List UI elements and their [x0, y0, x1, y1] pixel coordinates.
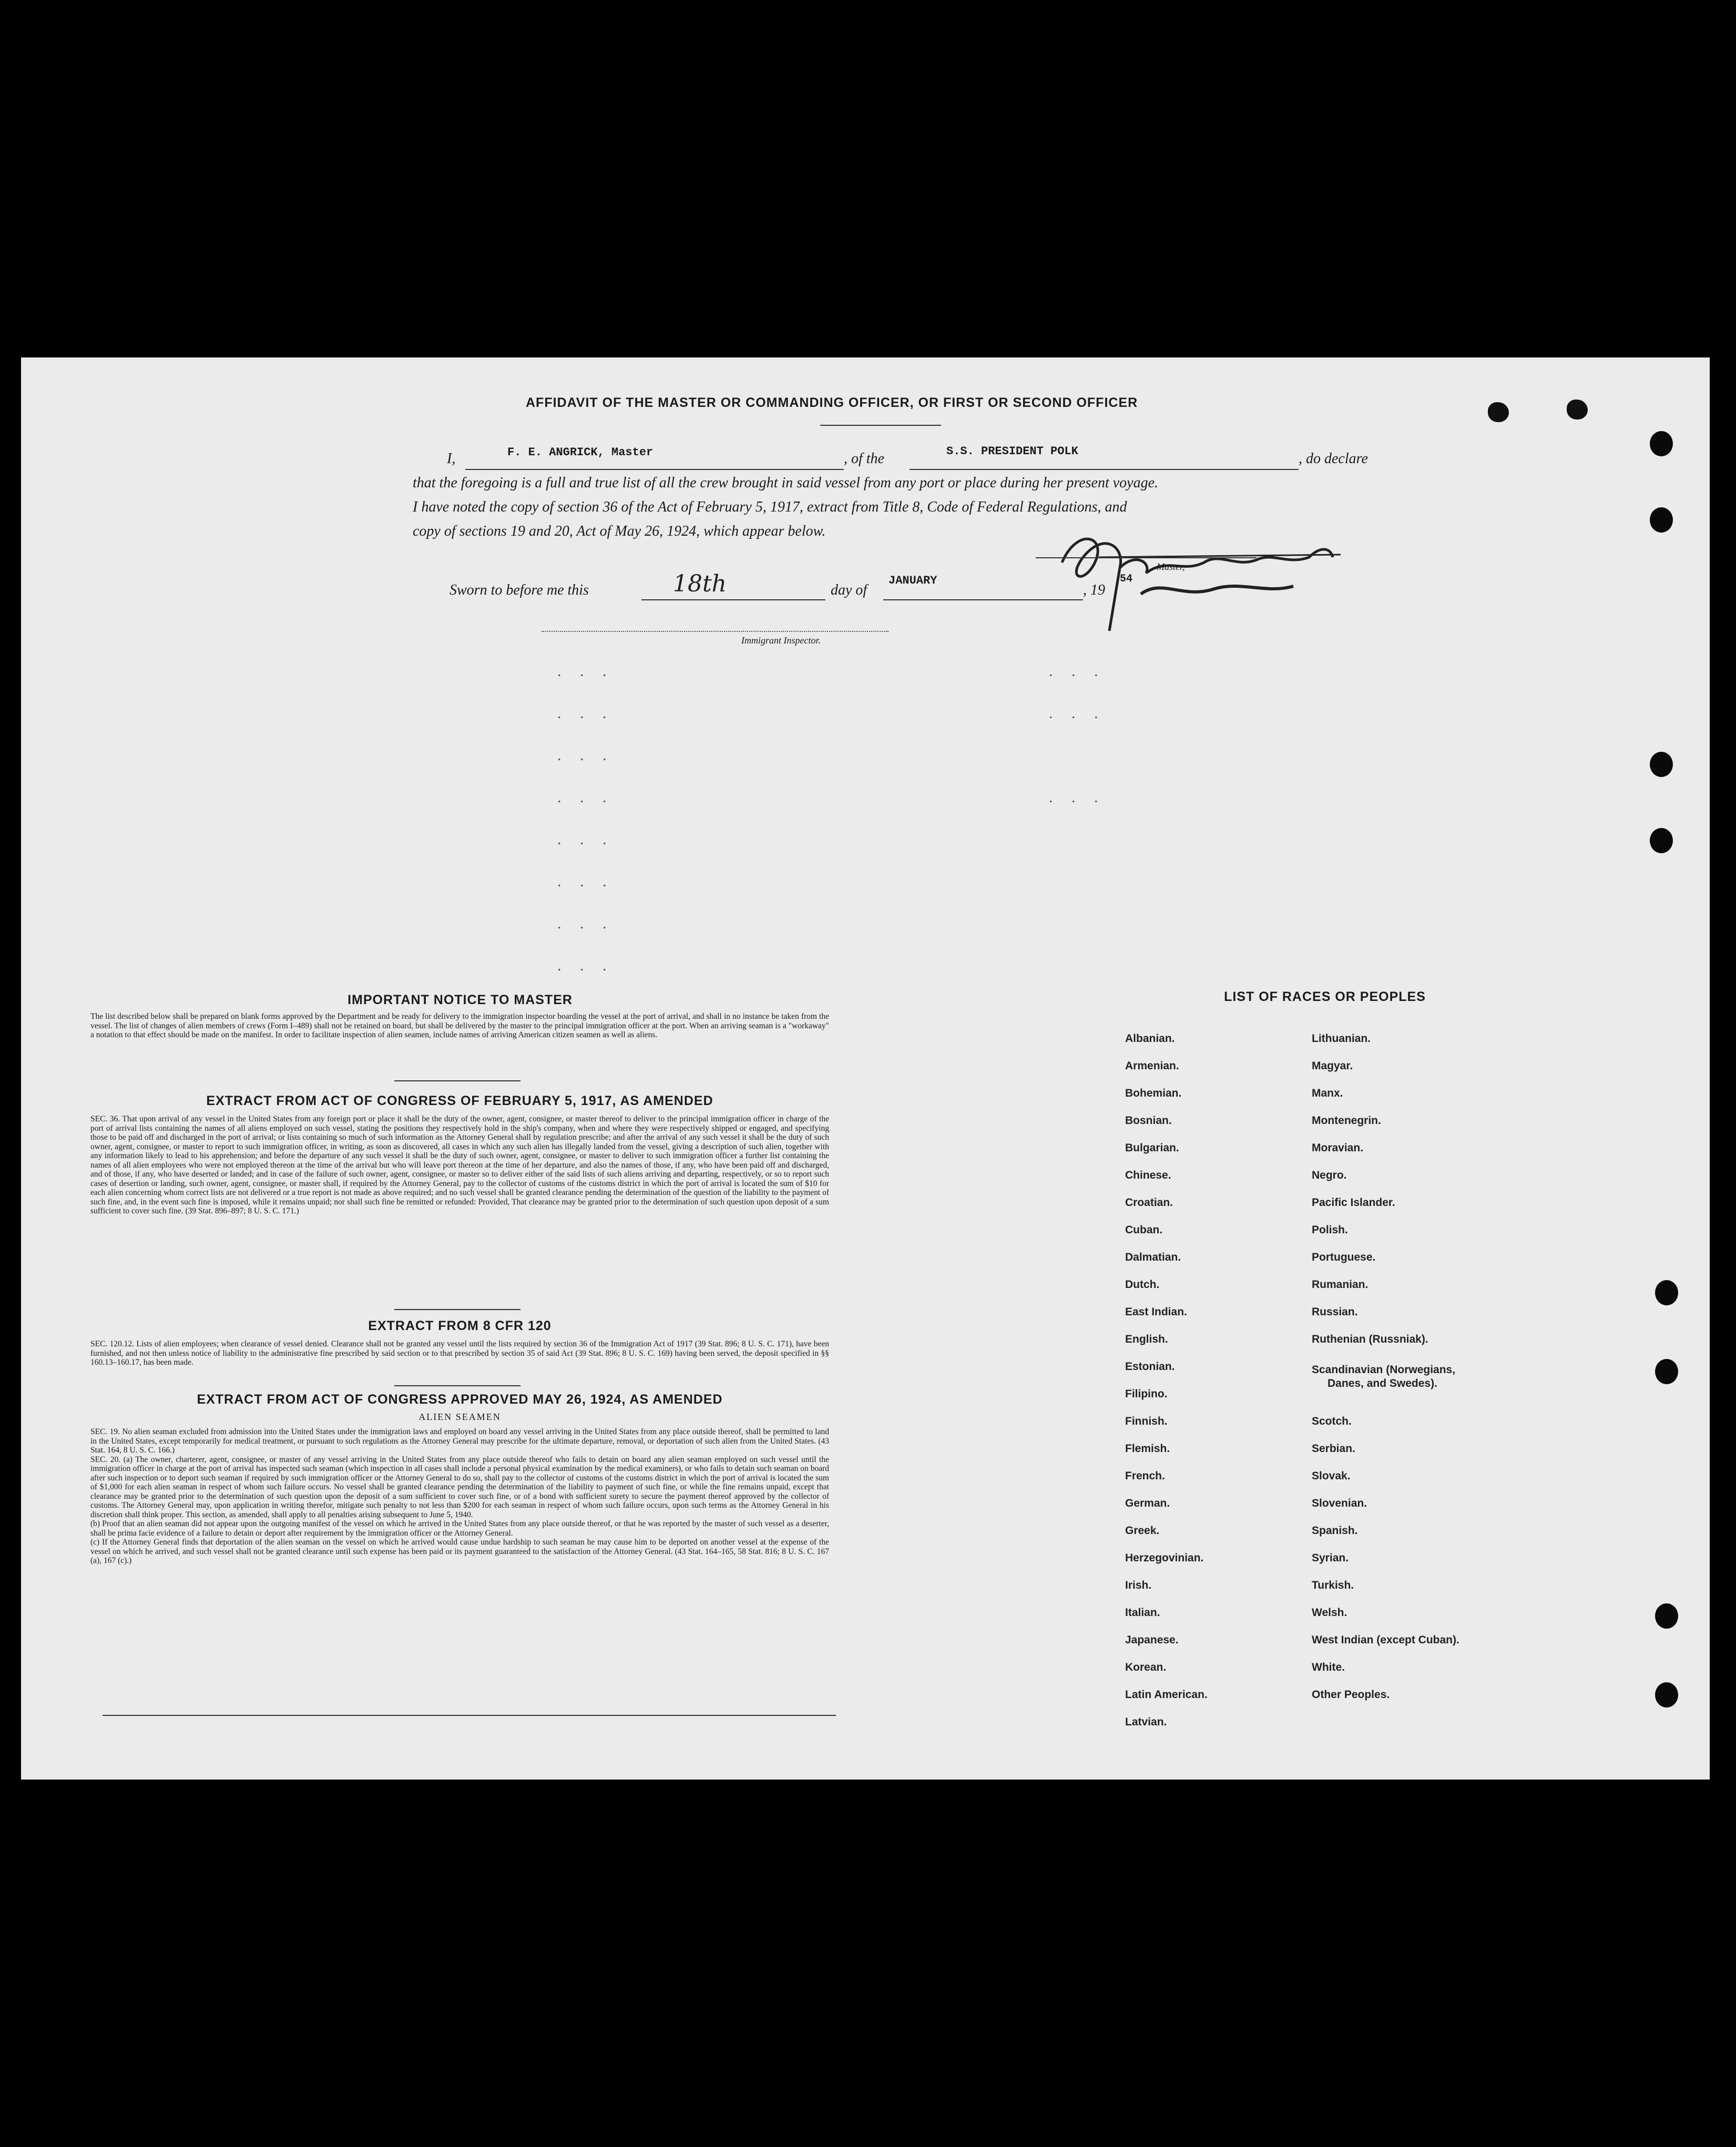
race-left: Cuban. [1125, 1224, 1163, 1236]
race-right: Polish. [1312, 1224, 1348, 1236]
affidavit-title: AFFIDAVIT OF THE MASTER OR COMMANDING OFFICER, OR FIRST OR SECOND OFFICER [526, 395, 1138, 410]
punch-hole [1655, 1280, 1678, 1305]
race-left: Filipino. [1125, 1388, 1168, 1400]
race-left: Armenian. [1125, 1060, 1179, 1072]
month-line [883, 599, 1083, 600]
section-divider [394, 1080, 520, 1081]
race-right: Welsh. [1312, 1607, 1347, 1619]
race-left: Bulgarian. [1125, 1142, 1179, 1154]
dot-leader: . . . [1049, 789, 1106, 806]
extract-1924-title: EXTRACT FROM ACT OF CONGRESS APPROVED MAY 26, 1924, AS AMENDED [197, 1392, 723, 1407]
dot-leader: . . . [557, 873, 614, 890]
dot-leader: . . . [557, 915, 614, 932]
affidavit-line-2: that the foregoing is a full and true list of all the crew brought in said vessel from any port or place during her present voyage. [413, 475, 1159, 491]
race-right: Russian. [1312, 1306, 1358, 1318]
dot-leader: . . . [557, 747, 614, 764]
punch-hole [1650, 752, 1673, 777]
race-right: Ruthenian (Russniak). [1312, 1333, 1428, 1345]
punch-hole [1650, 507, 1673, 533]
races-title: LIST OF RACES OR PEOPLES [1224, 989, 1426, 1004]
dot-leader: . . . [557, 704, 614, 722]
race-left: Italian. [1125, 1607, 1160, 1619]
document-page [21, 357, 1710, 1780]
race-left: Flemish. [1125, 1443, 1170, 1455]
race-left: Latvian. [1125, 1716, 1167, 1728]
race-right: Slovenian. [1312, 1497, 1367, 1509]
race-right: Serbian. [1312, 1443, 1355, 1455]
sworn-month: JANUARY [889, 574, 937, 587]
race-left: Korean. [1125, 1661, 1167, 1673]
bottom-rule [103, 1715, 836, 1716]
punch-hole [1655, 1682, 1678, 1708]
race-right: Pacific Islander. [1312, 1197, 1395, 1209]
dot-leader: . . . [1049, 662, 1106, 680]
extract-cfr-title: EXTRACT FROM 8 CFR 120 [368, 1318, 552, 1333]
extract-1924-body: SEC. 19. No alien seaman excluded from admission into the United States under the immigration laws and employed on board any vessel arriving in the United States from any place outside thereof, shall be permitted to land in the United States, except temporarily for medical treatment, or pursuant to such regulations as the Attorney General may prescribe for the ultimate departure, removal, or deportation of such alien from the United States. (43 Stat. 164, 8 U. S. C. 166.) SEC. 20. (a) The owner, charterer, agent, consignee, or master of any vessel arriving in the United States from any place outside thereof who fails to detain on board any alien seaman employed on such vessel until the immigration officer in charge at the port of arrival has inspected such seaman (which inspection in all cases shall include a personal physical examination by the medical examiners), or who fails to detain such seaman on board after such inspection or to deport such seaman if required by such immigration officer or the Attorney General to do so, shall pay to the collector of customs of the customs district in which the port of arrival is located the sum of $1,000 for each alien seaman in respect of whom such failure occurs. No vessel shall be granted clearance pending the determination of the liability to payment of such fine, or while the fine remains unpaid, except that clearance may be granted prior to the determination of such question upon the deposit of a sum sufficient to cover such fine, or of a bond with sufficient surety to secure the payment thereof approved by the collector of customs. The Attorney General may, upon application in writing therefor, mitigate such penalty to not less than $200 for each seaman in respect of whom such failure occurs, upon such terms as the Attorney General in his discretion shall think proper. This section, as amended, shall apply to all penalties arising subsequent to June 5, 1940. (b) Proof that an alien seaman did not appear upon the outgoing manifest of the vessel on which he arrived in the United States from any place outside thereof, or that he was reported by the master of such vessel as a deserter, shall be prima facie evidence of a failure to detain or deport after requirement by the immigration officer or the Attorney General. (c) If the Attorney General finds that deportation of the alien seaman on the vessel on which he arrived would cause undue hardship to such seaman he may cause him to be deported on another vessel at the expense of the vessel on which he arrived, and such vessel shall not be granted clearance until such expense has been paid or its payment guaranteed to the satisfaction of the Attorney General. (43 Stat. 164–165, 58 Stat. 816; 8 U. S. C. 167 (a), 167 (c).) [90, 1427, 829, 1565]
race-left: Chinese. [1125, 1169, 1171, 1181]
race-left: Irish. [1125, 1579, 1152, 1591]
notice-title: IMPORTANT NOTICE TO MASTER [348, 993, 573, 1007]
name-line [465, 469, 844, 470]
race-left: French. [1125, 1470, 1165, 1482]
punch-hole [1650, 828, 1673, 853]
extract-1917-body: SEC. 36. That upon arrival of any vessel in the United States from any foreign port or place it shall be the duty of the owner, agent, consignee, or master thereof to deliver to the principal immigration officer in charge of the port of arrival lists containing the names of all aliens employed on such vessel, stating the positions they respectively hold in the ship's company, when and where they were respectively shipped or engaged, and specifying those to be paid off and discharged in the port of arrival; or lists containing so much of such information as the Attorney General shall by regulation prescribe; and after the arrival of any such vessel it shall be the duty of such owner, agent, consignee, or master to report to such immigration officer, in writing, as soon as discovered, all cases in which any such alien has illegally landed from the vessel, giving a description of such alien, together with any information likely to lead to his apprehension; and before the departure of any such vessel it shall be the duty of such owner, agent, consignee, or master to deliver to such immigration officer a further list containing the names of all alien employees who were not employed thereon at the time of the arrival but who will leave port thereon at the time of her departure, and also the names of those, if any, who have been paid off and discharged, and of those, if any, who have deserted or landed; and in case of the failure of such owner, agent, consignee, or master so to deliver either of the said lists of such aliens arriving and departing, respectively, or so to report such cases of desertion or landing, such owner, agent, consignee, or master shall, if required by the Attorney General, pay to the collector of customs of the customs district in which the port of arrival is located the sum of $10 for each alien concerning whom correct lists are not delivered or a true report is not made as above required; and no such vessel shall be granted clearance pending the determination of the question of the liability to the payment of such fine, and, in the event such fine is imposed, while it remains unpaid; nor shall such fine be remitted or refunded: Provided, That clearance may be granted prior to the determination of such question upon deposit of a sum sufficient to cover such fine. (39 Stat. 896–897; 8 U. S. C. 171.) [90, 1115, 829, 1215]
race-left: Dalmatian. [1125, 1251, 1181, 1263]
race-right: Moravian. [1312, 1142, 1364, 1154]
extract-cfr-body: SEC. 120.12. Lists of alien employees; when clearance of vessel denied. Clearance shall not be granted any vessel until the lists required by section 36 of the Immigration Act of 1917 (39 Stat. 896; 8 U. S. C. 171), have been furnished, and not then unless notice of liability to the administrative fine prescribed by said section or to that prescribed by section 35 of said Act (39 Stat. 896; 8 U. S. C. 169) having been served, the deposit specified in §§ 160.13–160.17, has been made. [90, 1340, 829, 1367]
day-line [641, 599, 825, 600]
race-right: Manx. [1312, 1087, 1343, 1099]
dot-leader: . . . [1049, 704, 1106, 722]
ink-blot [1567, 400, 1588, 420]
extract-1917-title: EXTRACT FROM ACT OF CONGRESS OF FEBRUARY 5, 1917, AS AMENDED [206, 1093, 713, 1108]
race-left: English. [1125, 1333, 1168, 1345]
punch-hole [1650, 431, 1673, 456]
race-right: Syrian. [1312, 1552, 1349, 1564]
dot-leader: . . . [557, 831, 614, 848]
signature-line [1036, 557, 1257, 558]
race-right: Rumanian. [1312, 1279, 1369, 1291]
race-left: Finnish. [1125, 1415, 1168, 1427]
race-left: East Indian. [1125, 1306, 1187, 1318]
race-right: Montenegrin. [1312, 1115, 1381, 1127]
day-of-label: day of [831, 582, 867, 598]
master-label: Master, [1157, 561, 1185, 572]
race-left: Japanese. [1125, 1634, 1179, 1646]
vessel-name: S.S. PRESIDENT POLK [946, 445, 1078, 458]
master-name: F. E. ANGRICK, Master [507, 446, 653, 459]
race-right: White. [1312, 1661, 1345, 1673]
race-right: Magyar. [1312, 1060, 1353, 1072]
race-right: Scandinavian (Norwegians, [1312, 1364, 1456, 1376]
dot-leader: . . . [557, 789, 614, 806]
ink-blot [1488, 402, 1509, 422]
of-the-label: , of the [844, 451, 884, 467]
alien-seamen-subtitle: ALIEN SEAMEN [418, 1412, 501, 1422]
race-right: Lithuanian. [1312, 1032, 1371, 1045]
year-prefix: , 19 [1083, 582, 1105, 598]
master-signature [1046, 515, 1372, 636]
punch-hole [1655, 1603, 1678, 1629]
affidavit-i-label: I, [447, 451, 456, 467]
punch-hole [1655, 1359, 1678, 1384]
race-left: Albanian. [1125, 1032, 1175, 1045]
race-left: Bohemian. [1125, 1087, 1182, 1099]
race-left: German. [1125, 1497, 1170, 1509]
sworn-year: 54 [1120, 573, 1133, 585]
sworn-label: Sworn to before me this [450, 582, 589, 598]
race-left: Croatian. [1125, 1197, 1173, 1209]
inspector-label: Immigrant Inspector. [741, 635, 821, 646]
section-divider [394, 1309, 520, 1310]
title-divider [820, 425, 941, 426]
vessel-line [910, 469, 1299, 470]
dot-leader: . . . [557, 957, 614, 974]
race-right: Slovak. [1312, 1470, 1351, 1482]
section-divider [394, 1385, 520, 1386]
race-right: Negro. [1312, 1169, 1347, 1181]
race-left: Greek. [1125, 1525, 1160, 1537]
sworn-day: 18th [673, 570, 727, 597]
inspector-line [542, 631, 889, 632]
race-right: Danes, and Swedes). [1327, 1377, 1437, 1389]
race-left: Latin American. [1125, 1689, 1208, 1701]
race-right: Portuguese. [1312, 1251, 1376, 1263]
race-right: Turkish. [1312, 1579, 1354, 1591]
race-left: Herzegovinian. [1125, 1552, 1204, 1564]
race-left: Bosnian. [1125, 1115, 1172, 1127]
race-right: Other Peoples. [1312, 1689, 1390, 1701]
race-left: Estonian. [1125, 1361, 1175, 1373]
dot-leader: . . . [557, 662, 614, 680]
race-right: Scotch. [1312, 1415, 1352, 1427]
race-left: Dutch. [1125, 1279, 1160, 1291]
notice-body: The list described below shall be prepared on blank forms approved by the Department and be ready for delivery to the immigration inspector boarding the vessel at the port of arrival, and shall in no instance be taken from the vessel. The list of changes of alien members of crews (Form I–489) shall not be retained on board, but shall be delivered by the master to the principal immigration officer at the port. When an arriving seaman is a "workaway" a notation to that effect should be made on the manifest. In order to facilitate inspection of alien seamen, include names of arriving American citizen seamen as well as aliens. [90, 1012, 829, 1039]
declare-label: , do declare [1299, 451, 1368, 467]
affidavit-line-3: I have noted the copy of section 36 of the Act of February 5, 1917, extract from Title 8, Code of Federal Regulations, and [413, 499, 1127, 515]
race-right: West Indian (except Cuban). [1312, 1634, 1459, 1646]
race-right: Spanish. [1312, 1525, 1358, 1537]
affidavit-line-4: copy of sections 19 and 20, Act of May 26, 1924, which appear below. [413, 523, 826, 539]
